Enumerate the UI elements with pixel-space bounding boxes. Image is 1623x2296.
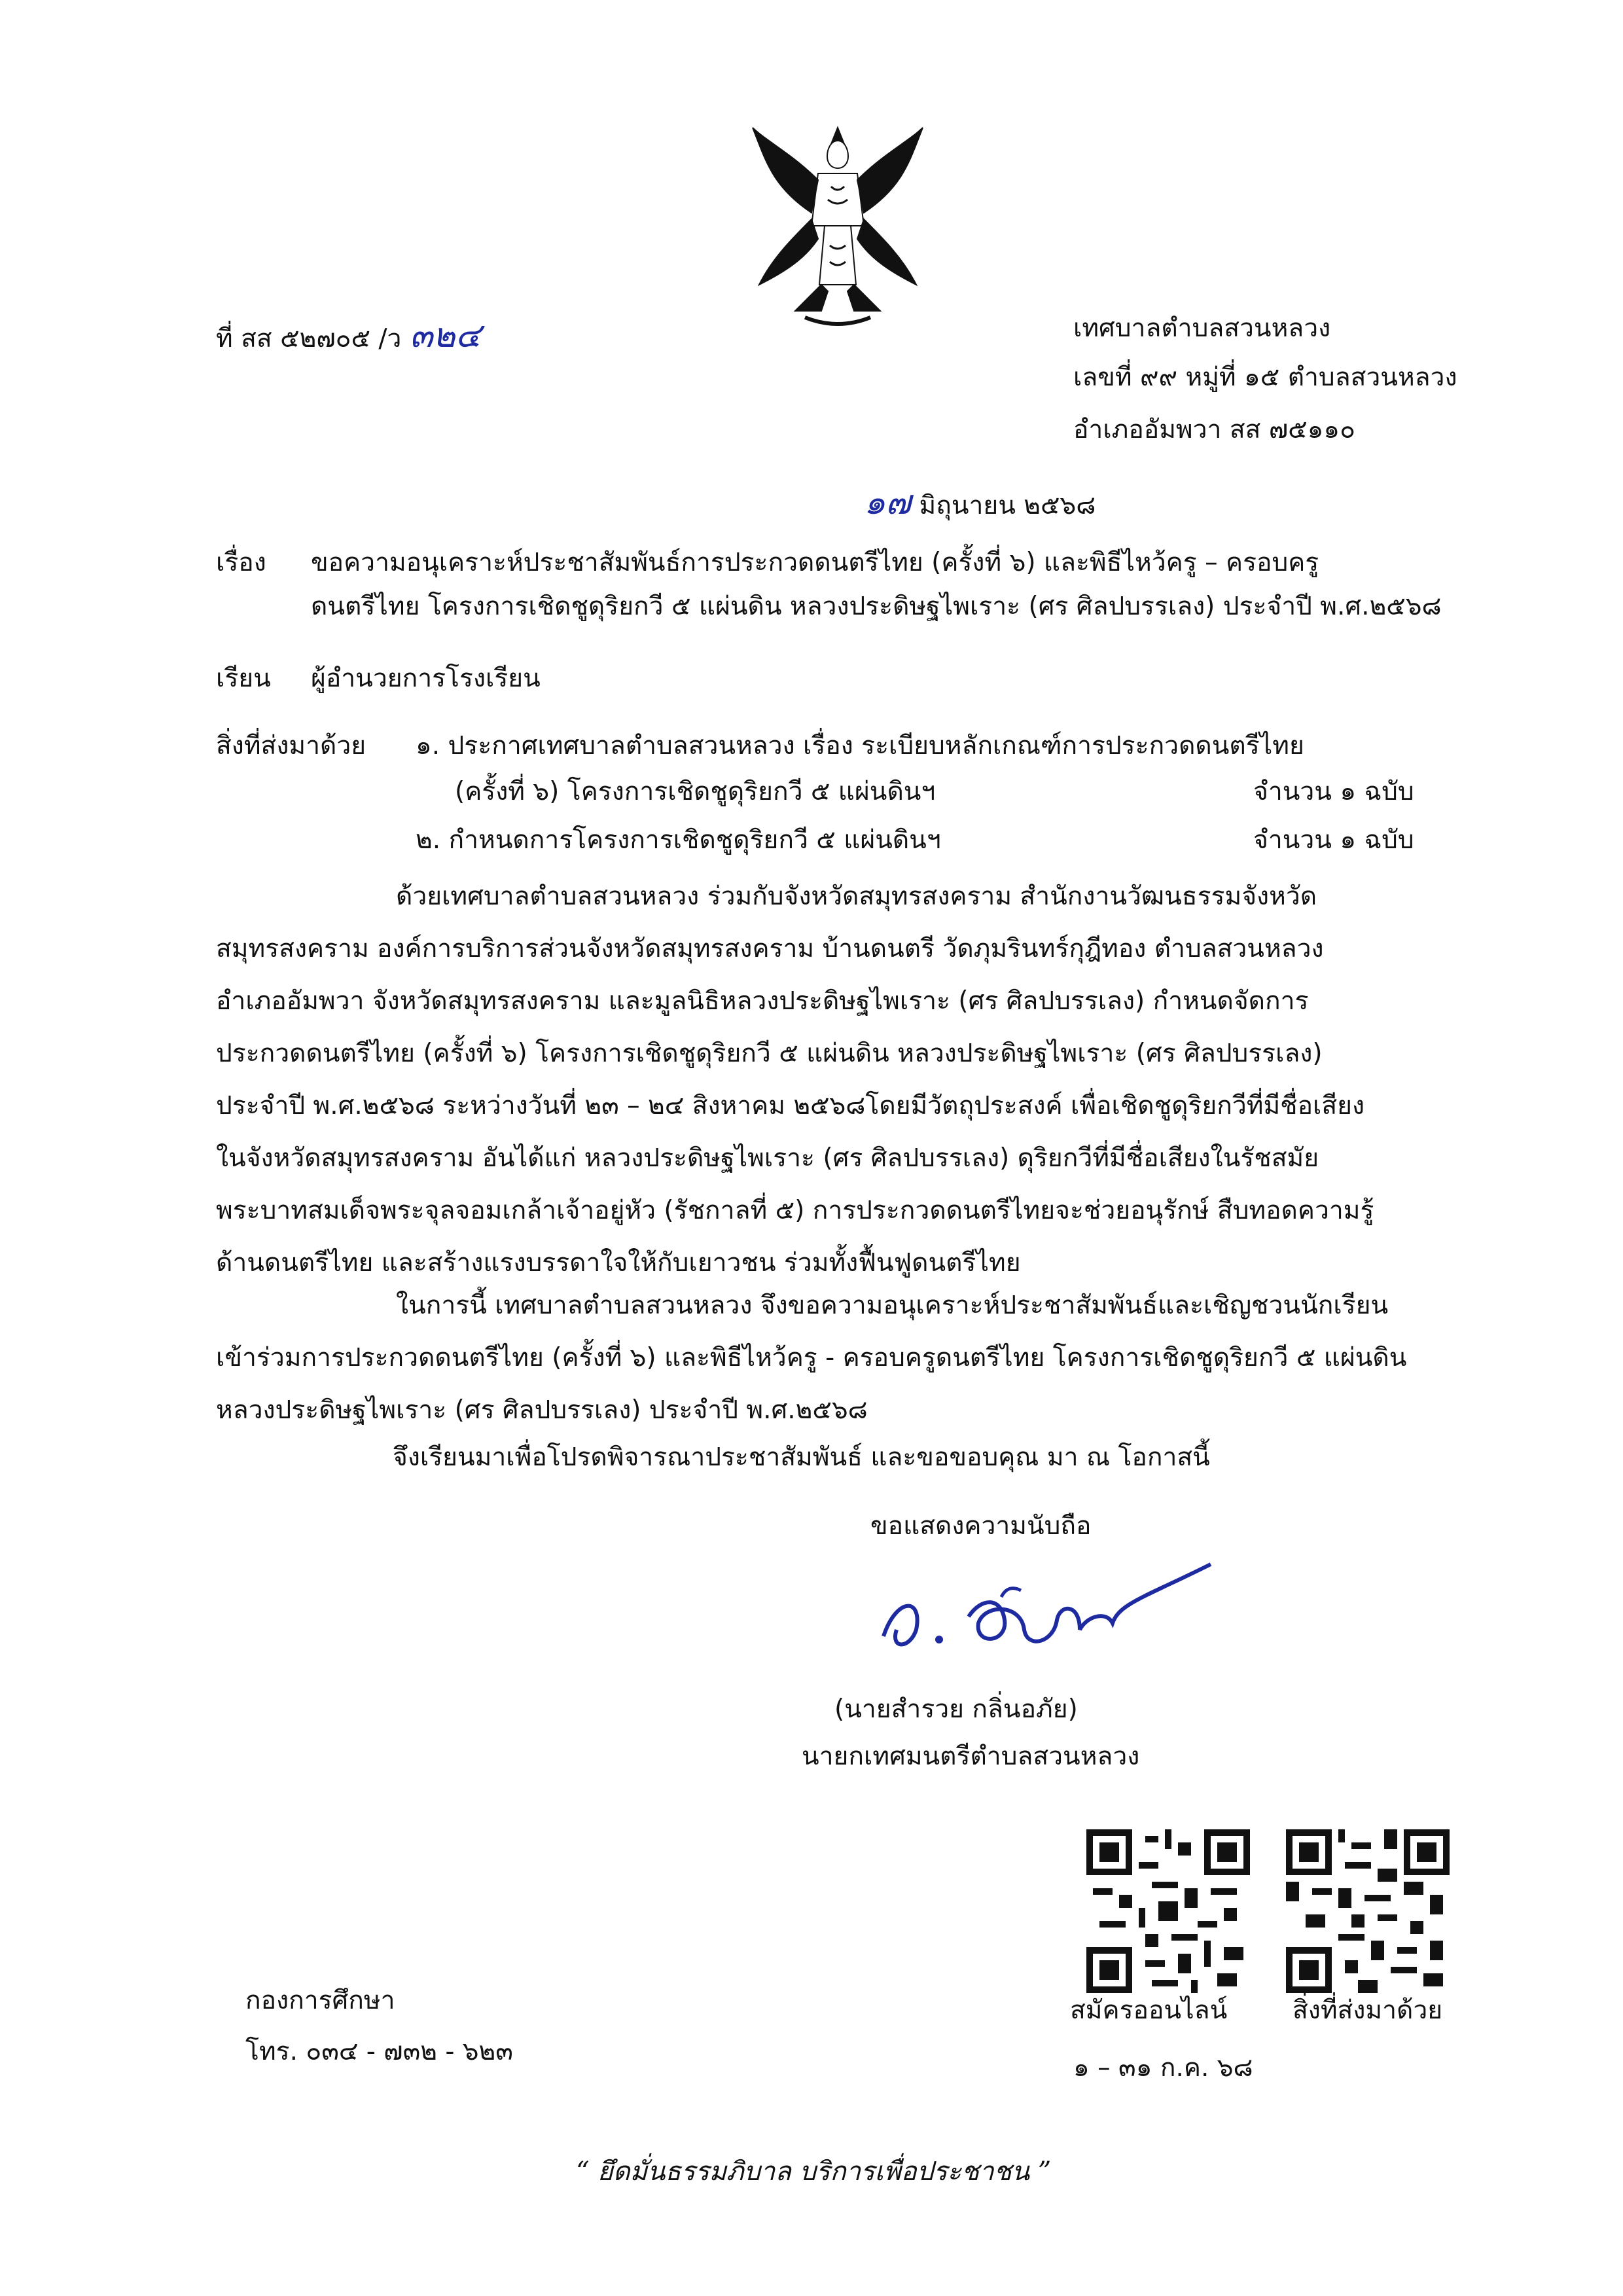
- paragraph-1-line: อำเภออัมพวา จังหวัดสมุทรสงคราม และมูลนิธิหลวงประดิษฐไพเราะ (ศร ศิลปบรรเลง) กำหนดจัดการ: [216, 986, 1309, 1016]
- paragraph-1-line: ด้วยเทศบาลตำบลสวนหลวง ร่วมกับจังหวัดสมุทรสงคราม สำนักงานวัฒนธรรมจังหวัด: [396, 882, 1317, 911]
- address-line-1: เทศบาลตำบลสวนหลวง: [1073, 314, 1331, 343]
- paragraph-2-line: เข้าร่วมการประกวดดนตรีไทย (ครั้งที่ ๖) และพิธีไหว้ครู - ครอบครูดนตรีไทย โครงการเชิดชูดุริยกวี ๕ แผ่นดิน: [216, 1343, 1407, 1372]
- enclosure-1-line-2: (ครั้งที่ ๖) โครงการเชิดชูดุริยกวี ๕ แผ่นดินฯ: [455, 777, 936, 806]
- enclosure-1-quantity: จำนวน ๑ ฉบับ: [1253, 777, 1414, 806]
- paragraph-1-line: ในจังหวัดสมุทรสงคราม อันได้แก่ หลวงประดิษฐไพเราะ (ศร ศิลปบรรเลง) ดุริยกวีที่มีชื่อเสียงในรัชสมัย: [216, 1143, 1319, 1173]
- motto: “ ยึดมั่นธรรมภิบาล บริการเพื่อประชาชน ”: [576, 2157, 1052, 2187]
- reference-number: [216, 308, 481, 362]
- registration-period: ๑ – ๓๑ ก.ค. ๖๘: [1073, 2053, 1253, 2083]
- body-paragraph-1: [216, 870, 1472, 1289]
- qr-code-enclosures: [1286, 1829, 1450, 1993]
- paragraph-2-line: ในการนี้ เทศบาลตำบลสวนหลวง จึงขอความอนุเคราะห์ประชาสัมพันธ์และเชิญชวนนักเรียน: [396, 1291, 1389, 1320]
- body-paragraph-2: [216, 1280, 1472, 1437]
- department-phone: โทร. ๐๓๔ - ๗๓๒ - ๖๒๓: [245, 2037, 513, 2066]
- paragraph-1-line: พระบาทสมเด็จพระจุลจอมเกล้าเจ้าอยู่หัว (รัชกาลที่ ๕) การประกวดดนตรีไทยจะช่วยอนุรักษ์ สืบทอดความรู้: [216, 1196, 1374, 1225]
- closing-sentence: จึงเรียนมาเพื่อโปรดพิจารณาประชาสัมพันธ์ และขอขอบคุณ มา ณ โอกาสนี้: [393, 1443, 1210, 1472]
- paragraph-2-line: หลวงประดิษฐไพเราะ (ศร ศิลปบรรเลง) ประจำปี พ.ศ.๒๕๖๘: [216, 1395, 868, 1425]
- subject-line-1: ขอความอนุเคราะห์ประชาสัมพันธ์การประกวดดนตรีไทย (ครั้งที่ ๖) และพิธีไหว้ครู – ครอบครู: [311, 548, 1319, 577]
- enclosure-2-quantity: จำนวน ๑ ฉบับ: [1253, 825, 1414, 855]
- garuda-emblem-icon: [740, 115, 936, 337]
- qr-label-enclosures: สิ่งที่ส่งมาด้วย: [1293, 1996, 1443, 2025]
- addressee-label: เรียน: [216, 664, 271, 693]
- qr-code-registration: [1086, 1829, 1250, 1993]
- department-name: กองการศึกษา: [245, 1986, 395, 2015]
- paragraph-1-line: ประจำปี พ.ศ.๒๕๖๘ ระหว่างวันที่ ๒๓ – ๒๔ สิงหาคม ๒๕๖๘โดยมีวัตถุประสงค์ เพื่อเชิดชูดุริยกวีที่มีชื่อเสียง: [216, 1091, 1365, 1121]
- signer-name: (นายสำรวย กลิ่นอภัย): [834, 1695, 1078, 1724]
- regards-text: ขอแสดงความนับถือ: [870, 1511, 1092, 1541]
- address-line-2: เลขที่ ๙๙ หมู่ที่ ๑๕ ตำบลสวนหลวง: [1073, 363, 1457, 392]
- enclosure-1-line-1: ๑. ประกาศเทศบาลตำบลสวนหลวง เรื่อง ระเบียบหลักเกณฑ์การประกวดดนตรีไทย: [416, 731, 1304, 761]
- qr-label-registration: สมัครออนไลน์: [1070, 1996, 1228, 2025]
- subject-label: เรื่อง: [216, 548, 266, 577]
- paragraph-1-line: ประกวดดนตรีไทย (ครั้งที่ ๖) โครงการเชิดชูดุริยกวี ๕ แผ่นดิน หลวงประดิษฐไพเราะ (ศร ศิลปบรรเลง): [216, 1039, 1323, 1068]
- paragraph-1-line: ด้านดนตรีไทย และสร้างแรงบรรดาใจให้กับเยาวชน ร่วมทั้งฟื้นฟูดนตรีไทย: [216, 1248, 1021, 1278]
- enclosure-2-line-1: ๒. กำหนดการโครงการเชิดชูดุริยกวี ๕ แผ่นดินฯ: [416, 825, 941, 855]
- signer-position: นายกเทศมนตรีตำบลสวนหลวง: [802, 1742, 1140, 1771]
- enclosures-label: สิ่งที่ส่งมาด้วย: [216, 731, 366, 761]
- address-line-3: อำเภออัมพวา สส ๗๕๑๑๐: [1073, 415, 1355, 444]
- handwritten-signature: [870, 1558, 1217, 1662]
- paragraph-1-line: สมุทรสงคราม องค์การบริการส่วนจังหวัดสมุทรสงคราม บ้านดนตรี วัดภุมรินทร์กุฎีทอง ตำบลสวนหลวง: [216, 934, 1324, 963]
- letter-date: [864, 475, 1096, 529]
- date-month-year: มิถุนายน ๒๕๖๘: [919, 491, 1096, 520]
- subject-line-2: ดนตรีไทย โครงการเชิดชูดุริยกวี ๕ แผ่นดิน หลวงประดิษฐไพเราะ (ศร ศิลปบรรเลง) ประจำปี พ.ศ.๒๕๖๘: [311, 592, 1442, 621]
- date-day-handwritten: ๑๗: [864, 483, 912, 522]
- reference-prefix: ที่ สส ๕๒๗๐๕ /ว: [216, 324, 402, 353]
- addressee-value: ผู้อำนวยการโรงเรียน: [311, 664, 541, 693]
- reference-handwritten-number: ๓๒๔: [409, 316, 482, 355]
